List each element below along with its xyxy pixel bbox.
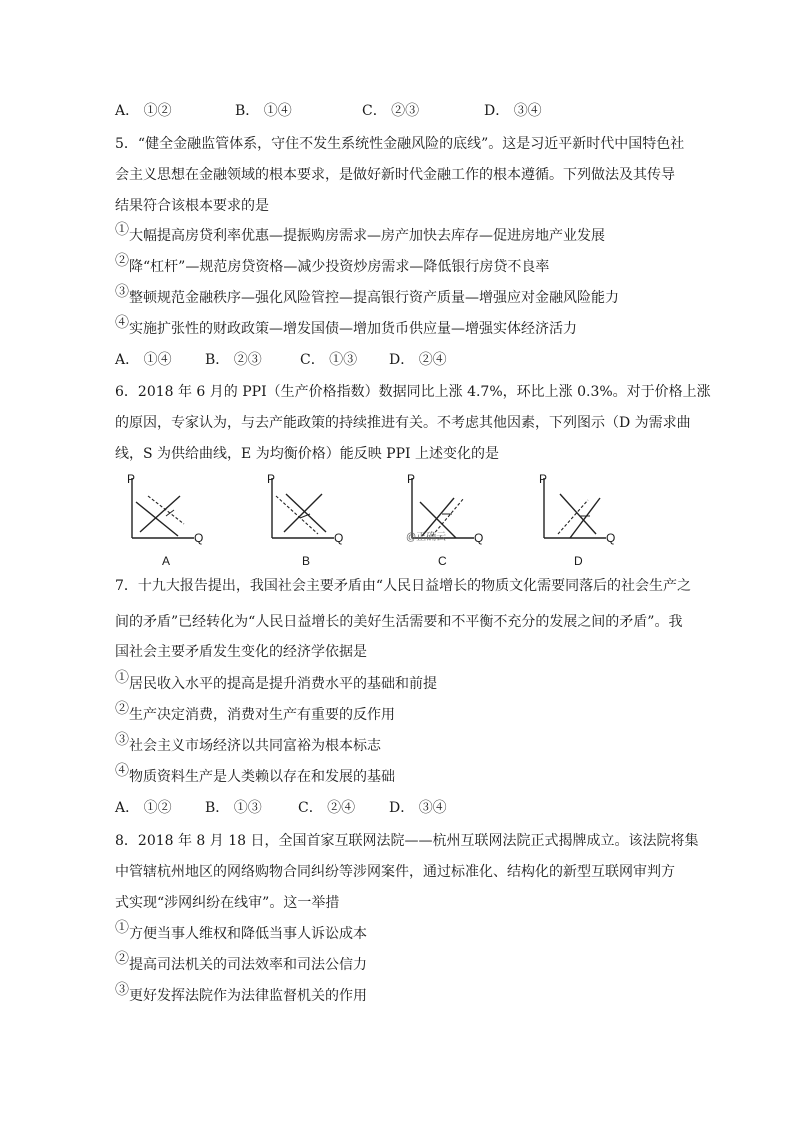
q5-item-3: ③整顿规范金融秩序—强化风险管控—提高银行资产质量—增强应对金融风险能力 [115, 284, 619, 306]
q7-item-2: ②生产决定消费，消费对生产有重要的反作用 [115, 701, 395, 723]
graph-a-caption: A [162, 554, 171, 568]
q8-item-1: ①方便当事人维权和降低当事人诉讼成本 [115, 920, 367, 942]
graph-d-axis-q: Q [606, 531, 616, 545]
q4-option-d: D． ③④ [484, 103, 542, 119]
q8-stem-line-1: 8．2018 年 8 月 18 日，全国首家互联网法院——杭州互联网法院正式揭牌成立。该法院将集 [115, 833, 699, 849]
q7-option-a: A． ①② [115, 800, 172, 816]
q5-item-2: ②降“杠杆”—规范房贷资格—减少投资炒房需求—降低银行房贷不良率 [115, 253, 550, 275]
graph-d-caption: D [574, 554, 583, 568]
q5-stem-line-2: 会主义思想在金融领域的根本要求，是做好新时代金融工作的根本遵循。下列做法及其传导 [115, 167, 675, 183]
q7-stem-line-1: 7．十九大报告提出，我国社会主要矛盾由“人民日益增长的物质文化需要同落后的社会生产之 [115, 578, 692, 594]
graph-c-watermark: @正确云 [406, 532, 447, 543]
q5-option-b: B． ②③ [205, 352, 262, 368]
q7-option-b: B． ①③ [205, 800, 262, 816]
graph-c-axis-p: P [407, 472, 416, 486]
graph-c-plot [402, 476, 492, 570]
q4-option-b: B． ①④ [235, 103, 292, 119]
q7-option-c: C． ②④ [298, 800, 356, 816]
q5-item-1: ①大幅提高房贷利率优惠—提振购房需求—房产加快去库存—促进房地产业发展 [115, 222, 605, 244]
graph-a [122, 472, 212, 570]
q6-stem-line-2: 的原因，专家认为，与去产能政策的持续推进有关。不考虑其他因素，下列图示（D 为需求曲 [115, 415, 691, 431]
q7-item-3: ③社会主义市场经济以共同富裕为根本标志 [115, 732, 381, 754]
graph-b-axis-q: Q [334, 531, 344, 545]
q4-option-c: C． ②③ [362, 103, 420, 119]
graph-c-axis-q: Q [474, 531, 484, 545]
graph-c-caption: C [438, 554, 447, 568]
q8-item-2: ②提高司法机关的司法效率和司法公信力 [115, 951, 367, 973]
q5-option-c: C． ①③ [300, 352, 358, 368]
q5-option-d: D． ②④ [389, 352, 447, 368]
q7-item-4: ④物质资料生产是人类赖以存在和发展的基础 [115, 763, 395, 785]
q5-stem-line-1: 5．“健全金融监管体系，守住不发生系统性金融风险的底线”。这是习近平新时代中国特色社 [115, 136, 685, 152]
graph-b-caption: B [302, 554, 311, 568]
q8-stem-line-3: 式实现“涉网纠纷在线审”。这一举措 [115, 895, 340, 911]
q7-stem-line-3: 国社会主要矛盾发生变化的经济学依据是 [115, 644, 367, 660]
q8-stem-line-2: 中管辖杭州地区的网络购物合同纠纷等涉网案件，通过标准化、结构化的新型互联网审判方 [115, 864, 675, 880]
graph-a-axis-q: Q [194, 531, 204, 545]
q5-item-4: ④实施扩张性的财政政策—增发国债—增加货币供应量—增强实体经济活力 [115, 315, 577, 337]
graph-b-axis-p: P [267, 472, 276, 486]
graph-a-axis-p: P [127, 472, 136, 486]
graph-b [262, 472, 352, 570]
graph-d [534, 472, 624, 570]
q8-item-3: ③更好发挥法院作为法律监督机关的作用 [115, 982, 367, 1004]
q4-option-a: A． ①② [115, 103, 172, 119]
graph-c [402, 472, 492, 570]
q6-stem-line-3: 线，S 为供给曲线，E 为均衡价格）能反映 PPI 上述变化的是 [115, 446, 499, 462]
q7-item-1: ①居民收入水平的提高是提升消费水平的基础和前提 [115, 670, 437, 692]
graph-d-axis-p: P [539, 472, 548, 486]
q7-stem-line-2: 间的矛盾”已经转化为“人民日益增长的美好生活需要和不平衡不充分的发展之间的矛盾”。我 [115, 614, 683, 630]
q5-stem-line-3: 结果符合该根本要求的是 [115, 198, 269, 214]
q5-option-a: A． ①④ [115, 352, 172, 368]
q7-option-d: D． ③④ [389, 800, 447, 816]
q6-stem-line-1: 6．2018 年 6 月的 PPI（生产价格指数）数据同比上涨 4.7%，环比上涨 0.3%。对于价格上涨 [115, 384, 711, 400]
